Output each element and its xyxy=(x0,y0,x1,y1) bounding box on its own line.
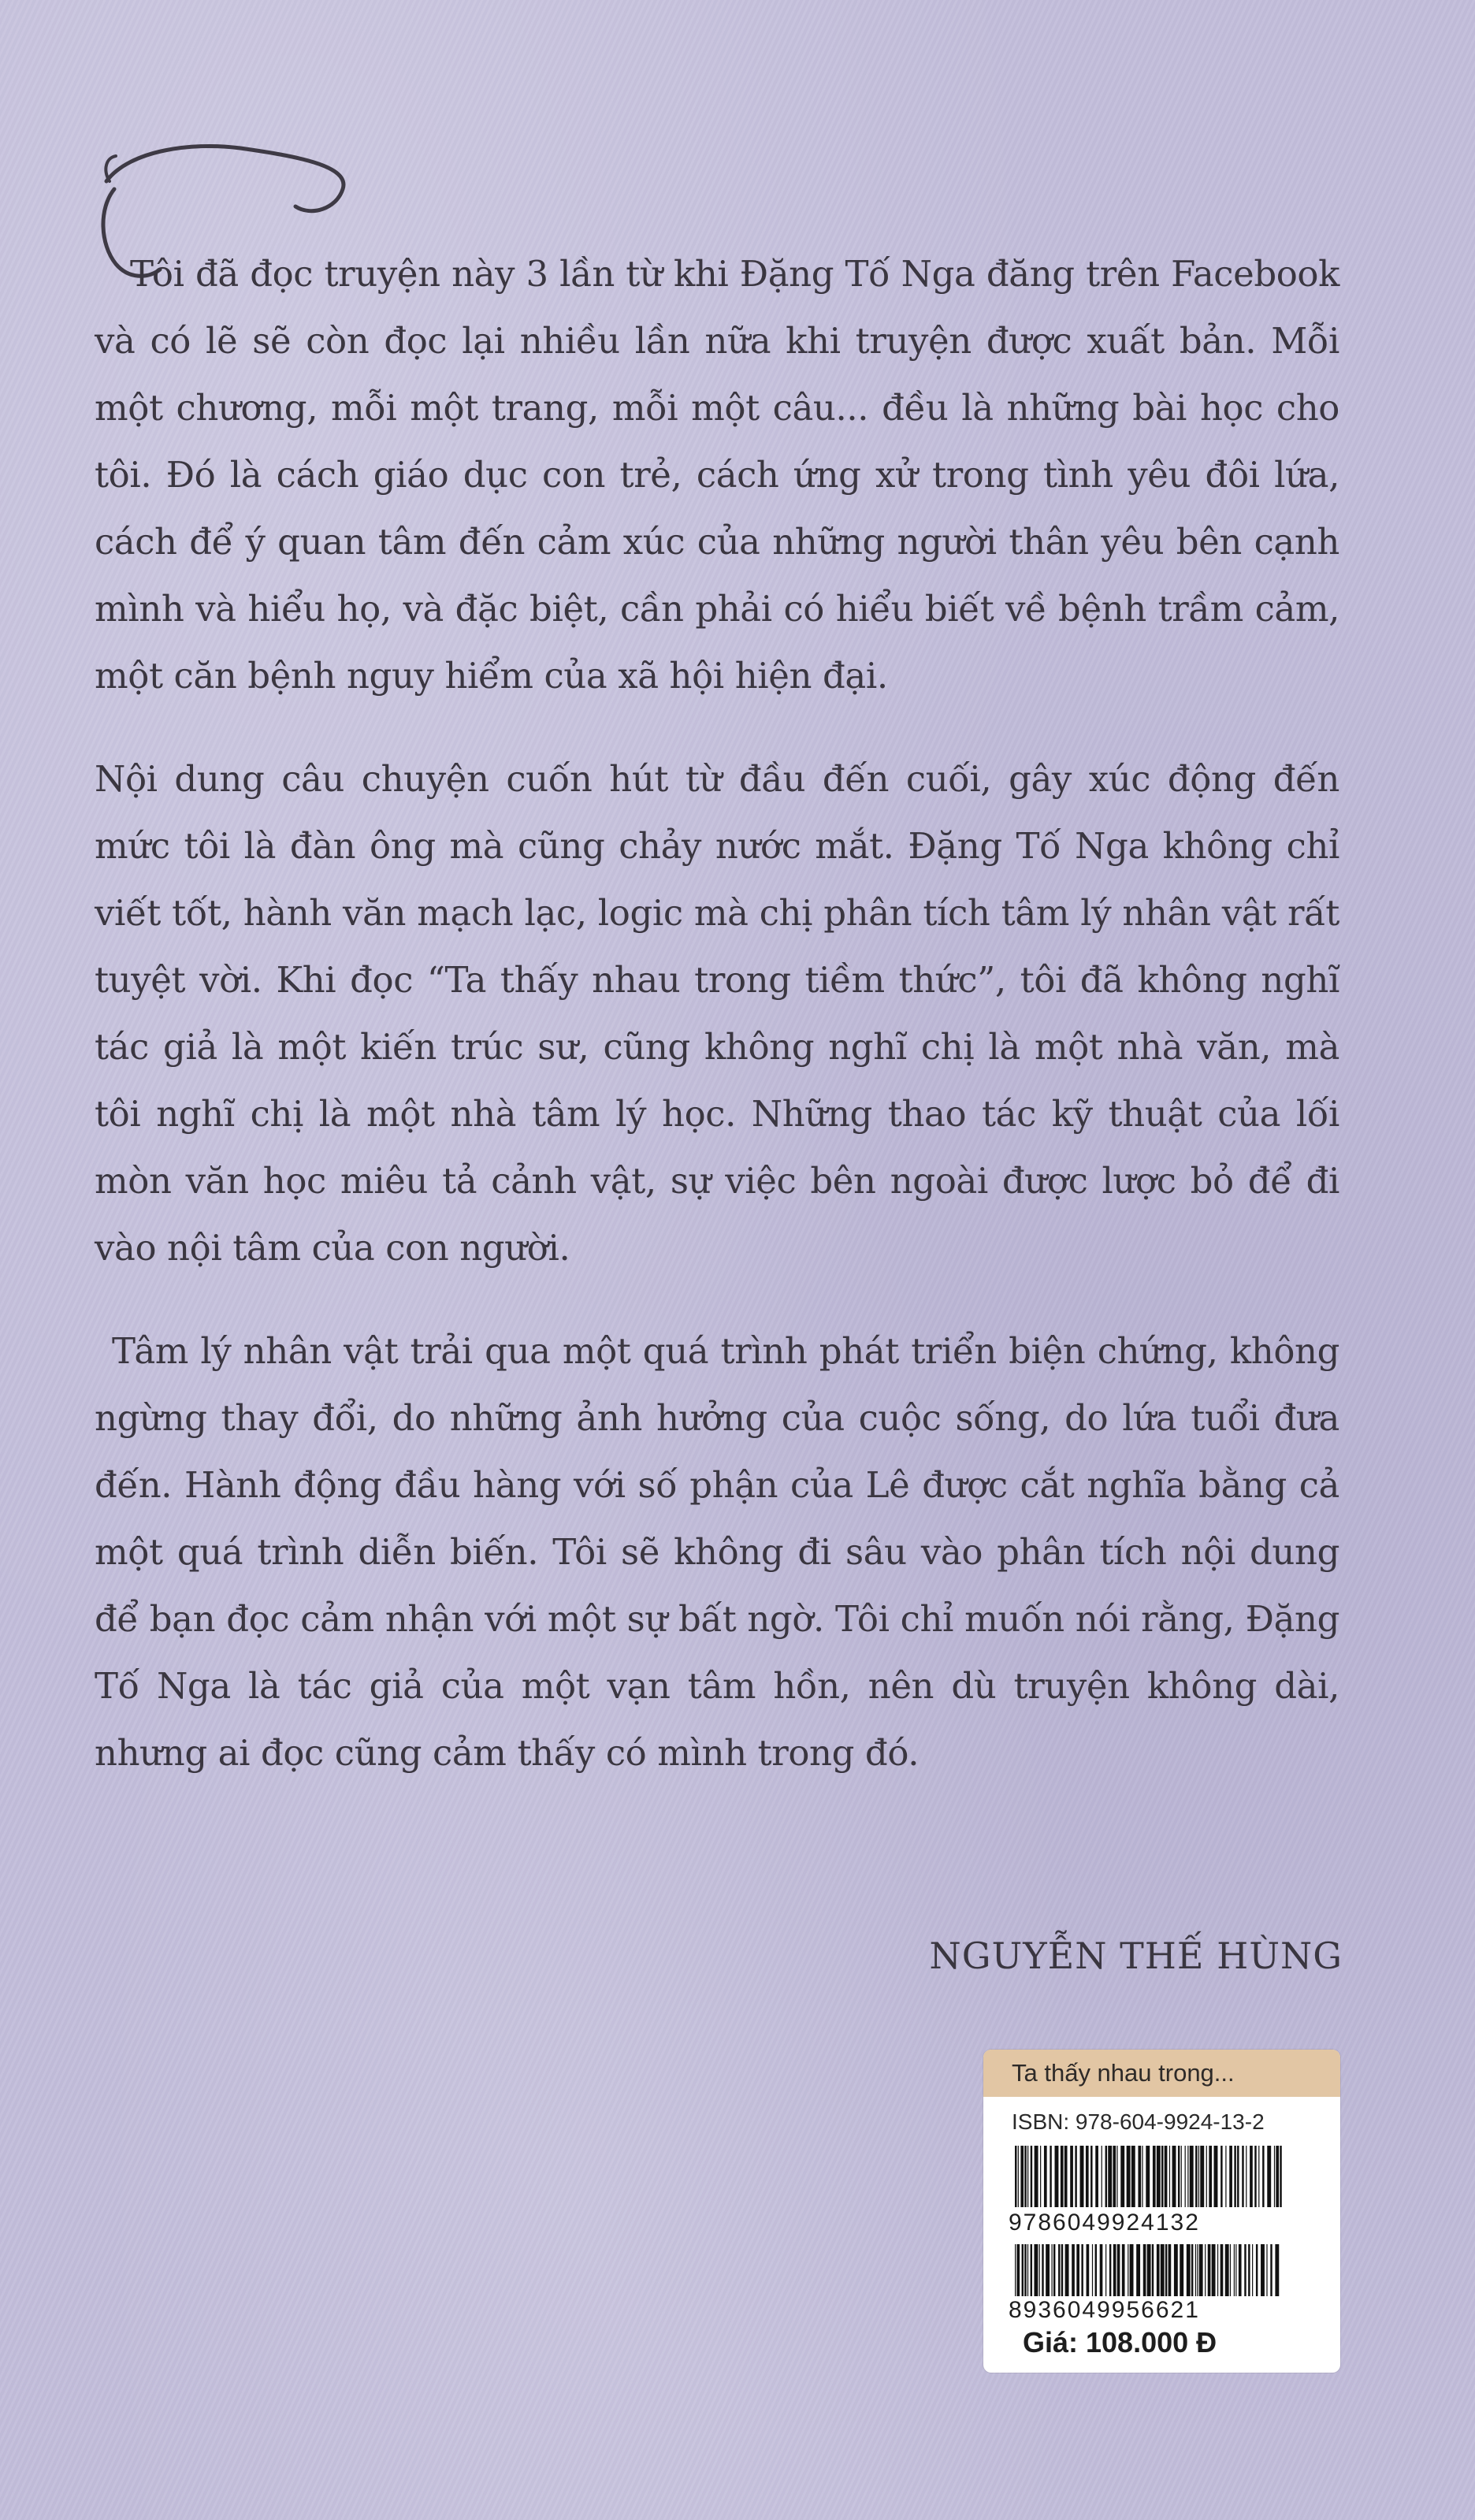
barcode-bar xyxy=(1153,2146,1156,2207)
barcode-bar xyxy=(1197,2244,1198,2296)
barcode-bar xyxy=(1052,2244,1053,2296)
barcode-bar xyxy=(1165,2146,1168,2207)
barcode-bar xyxy=(1015,2244,1016,2296)
barcode-bar xyxy=(1191,2244,1193,2296)
barcode-bar xyxy=(1116,2146,1117,2207)
barcode-bar xyxy=(1105,2244,1106,2296)
barcode-bar xyxy=(1276,2146,1279,2207)
barcode-bar xyxy=(1180,2244,1183,2296)
barcode-bar xyxy=(1020,2146,1024,2207)
barcode-bar xyxy=(1113,2146,1116,2207)
barcode-bar xyxy=(1117,2244,1120,2296)
barcode-bar xyxy=(1122,2244,1125,2296)
barcode-bar xyxy=(1143,2244,1146,2296)
barcode-bar xyxy=(1042,2244,1043,2296)
barcode-bar xyxy=(1092,2244,1093,2296)
barcode-bar xyxy=(1217,2244,1218,2296)
barcode-bar xyxy=(1095,2146,1098,2207)
barcode-bar xyxy=(1187,2244,1191,2296)
barcode-bar xyxy=(1031,2244,1032,2296)
barcode-bar xyxy=(1185,2146,1186,2207)
barcode-bar xyxy=(1212,2244,1216,2296)
barcode-bar xyxy=(1256,2244,1258,2296)
barcode-bar xyxy=(1161,2244,1165,2296)
barcode-bar xyxy=(1220,2244,1224,2296)
barcode-bar xyxy=(1242,2146,1243,2207)
product-barcode-number: 8936049956621 xyxy=(1009,2297,1200,2323)
barcode-bar xyxy=(1200,2146,1204,2207)
barcode-bar xyxy=(1131,2146,1135,2207)
review-paragraph-1: Tôi đã đọc truyện này 3 lần từ khi Đặng Tố Nga đăng trên Facebook và có lẽ sẽ còn đọc lại nhiều lần nữa khi truyện được xuất bản. Mỗi một chương, mỗi một trang, mỗi một câu... đều là những bài học cho tôi. Đó là cách giáo dục con trẻ, cách ứng xử trong tình yêu đôi lứa, cách để ý quan tâm đến cảm xúc của những người thân yêu bên cạnh mình và hiểu họ, và đặc biệt, cần phải có hiểu biết về bệnh trầm cảm, một căn bệnh nguy hiểm của xã hội hiện đại. xyxy=(95,253,1339,697)
barcode-bar xyxy=(1087,2244,1090,2296)
barcode-bar xyxy=(1157,2146,1161,2207)
barcode-bar xyxy=(1248,2244,1250,2296)
barcode-bar xyxy=(1053,2244,1055,2296)
barcode-bar xyxy=(1261,2244,1265,2296)
barcode-bar xyxy=(1244,2244,1246,2296)
isbn-barcode xyxy=(983,2146,1340,2207)
barcode-bar xyxy=(1055,2146,1059,2207)
barcode-bar xyxy=(1209,2146,1212,2207)
review-text xyxy=(95,240,1339,1786)
barcode-bar xyxy=(1105,2146,1107,2207)
barcode-bar xyxy=(1275,2244,1279,2296)
author-signature: NGUYỄN THẾ HÙNG xyxy=(929,1935,1343,1977)
barcode-bar xyxy=(1206,2146,1207,2207)
barcode-label xyxy=(983,2050,1340,2373)
barcode-bar xyxy=(1075,2146,1076,2207)
barcode-bar xyxy=(1080,2146,1084,2207)
barcode-bar xyxy=(1095,2244,1097,2296)
barcode-bar xyxy=(1100,2244,1103,2296)
barcode-bar xyxy=(1130,2244,1134,2296)
barcode-bar xyxy=(1262,2146,1264,2207)
barcode-bar xyxy=(1065,2244,1069,2296)
barcode-bar xyxy=(1064,2146,1068,2207)
barcode-bar xyxy=(1120,2146,1124,2207)
barcode-bar xyxy=(1225,2146,1226,2207)
barcode-bar xyxy=(1058,2244,1060,2296)
barcode-bar xyxy=(1076,2244,1079,2296)
barcode-bar xyxy=(1127,2146,1131,2207)
barcode-bar xyxy=(1108,2146,1112,2207)
barcode-bar xyxy=(1027,2146,1028,2207)
barcode-bar xyxy=(1254,2146,1256,2207)
barcode-bar xyxy=(1040,2146,1041,2207)
barcode-bar xyxy=(1147,2244,1151,2296)
barcode-bar xyxy=(1113,2244,1116,2296)
barcode-bar xyxy=(1109,2244,1111,2296)
barcode-bar xyxy=(1061,2146,1064,2207)
barcode-bar xyxy=(1146,2146,1150,2207)
barcode-bar xyxy=(1044,2146,1047,2207)
barcode-bar xyxy=(1046,2244,1050,2296)
barcode-bar xyxy=(1072,2244,1075,2296)
barcode-bar xyxy=(1018,2146,1019,2207)
barcode-bar xyxy=(1015,2146,1016,2207)
barcode-bar xyxy=(1024,2146,1026,2207)
barcode-bar xyxy=(1174,2244,1178,2296)
barcode-bar xyxy=(1090,2146,1092,2207)
barcode-bar xyxy=(1034,2244,1038,2296)
barcode-bar xyxy=(1246,2146,1247,2207)
barcode-bar xyxy=(1235,2244,1236,2296)
barcode-bar xyxy=(1031,2146,1032,2207)
barcode-bar xyxy=(1039,2244,1040,2296)
barcode-bar xyxy=(1169,2146,1170,2207)
barcode-bar xyxy=(1081,2244,1083,2296)
barcode-bar xyxy=(1199,2244,1203,2296)
barcode-bar xyxy=(1198,2146,1199,2207)
barcode-bar xyxy=(1234,2244,1235,2296)
barcode-bar xyxy=(1280,2146,1281,2207)
barcode-bar xyxy=(1258,2146,1259,2207)
barcode-bar xyxy=(1178,2146,1180,2207)
barcode-bar xyxy=(1225,2244,1229,2296)
barcode-bar xyxy=(1220,2146,1222,2207)
barcode-bar xyxy=(1274,2146,1275,2207)
barcode-bar xyxy=(1237,2146,1239,2207)
barcode-bar xyxy=(1161,2146,1163,2207)
barcode-bar xyxy=(1266,2244,1267,2296)
barcode-bar xyxy=(1267,2146,1271,2207)
barcode-bar xyxy=(1195,2244,1196,2296)
barcode-bar xyxy=(1205,2244,1206,2296)
barcode-bar xyxy=(1181,2146,1182,2207)
barcode-bar xyxy=(1239,2244,1242,2296)
barcode-bar xyxy=(1270,2244,1272,2296)
barcode-bar xyxy=(1022,2244,1024,2296)
barcode-bar xyxy=(1024,2244,1026,2296)
barcode-bar xyxy=(1195,2146,1197,2207)
barcode-bar xyxy=(1027,2244,1028,2296)
barcode-bar xyxy=(1172,2146,1176,2207)
isbn-text: ISBN: 978-604-9924-13-2 xyxy=(1012,2109,1265,2134)
barcode-bar xyxy=(1208,2244,1211,2296)
barcode-bar xyxy=(1035,2146,1038,2207)
barcode-bar xyxy=(1050,2146,1051,2207)
barcode-bar xyxy=(1190,2146,1194,2207)
barcode-bar xyxy=(1252,2244,1253,2296)
barcode-bar xyxy=(1165,2244,1167,2296)
barcode-bar xyxy=(1016,2244,1020,2296)
label-book-title: Ta thấy nhau trong... xyxy=(983,2050,1340,2097)
barcode-bar xyxy=(1234,2146,1235,2207)
barcode-bar xyxy=(1152,2244,1154,2296)
barcode-bar xyxy=(1138,2146,1141,2207)
price-text: Giá: 108.000 Đ xyxy=(1023,2326,1217,2358)
barcode-bar xyxy=(1168,2244,1172,2296)
product-barcode xyxy=(983,2244,1340,2296)
barcode-bar xyxy=(1086,2146,1089,2207)
barcode-bar xyxy=(1250,2146,1253,2207)
barcode-bar xyxy=(1157,2244,1160,2296)
barcode-bar xyxy=(1214,2146,1218,2207)
barcode-bar xyxy=(1061,2244,1063,2296)
barcode-bar xyxy=(1070,2146,1073,2207)
barcode-bar xyxy=(1229,2146,1232,2207)
barcode-bar xyxy=(1187,2146,1188,2207)
review-paragraph-2: Nội dung câu chuyện cuốn hút từ đầu đến cuối, gây xúc động đến mức tôi là đàn ông mà cũng chảy nước mắt. Đặng Tố Nga không chỉ viết tốt, hành văn mạch lạc, logic mà chị phân tích tâm lý nhân vật rất tuyệt vời. Khi đọc “Ta thấy nhau trong tiềm thức”, tôi đã không nghĩ tác giả là một kiến trúc sư, cũng không nghĩ chị là một nhà văn, mà tôi nghĩ chị là một nhà tâm lý học. Những thao tác kỹ thuật của lối mòn văn học miêu tả cảnh vật, sự việc bên ngoài được lược bỏ để đi vào nội tâm của con người. xyxy=(95,758,1339,1269)
barcode-bar xyxy=(1230,2244,1231,2296)
review-paragraph-3: Tâm lý nhân vật trải qua một quá trình phát triển biện chứng, không ngừng thay đổi, do những ảnh hưởng của cuộc sống, do lứa tuổi đưa đến. Hành động đầu hàng với số phận của Lê được cắt nghĩa bằng cả một quá trình diễn biến. Tôi sẽ không đi sâu vào phân tích nội dung để bạn đọc cảm nhận với một sự bất ngờ. Tôi chỉ muốn nói rằng, Đặng Tố Nga là tác giả của một vạn tâm hồn, nên dù truyện không dài, nhưng ai đọc cũng cảm thấy có mình trong đó. xyxy=(95,1330,1339,1774)
isbn-barcode-number: 9786049924132 xyxy=(1009,2210,1200,2236)
barcode-bar xyxy=(1136,2244,1140,2296)
